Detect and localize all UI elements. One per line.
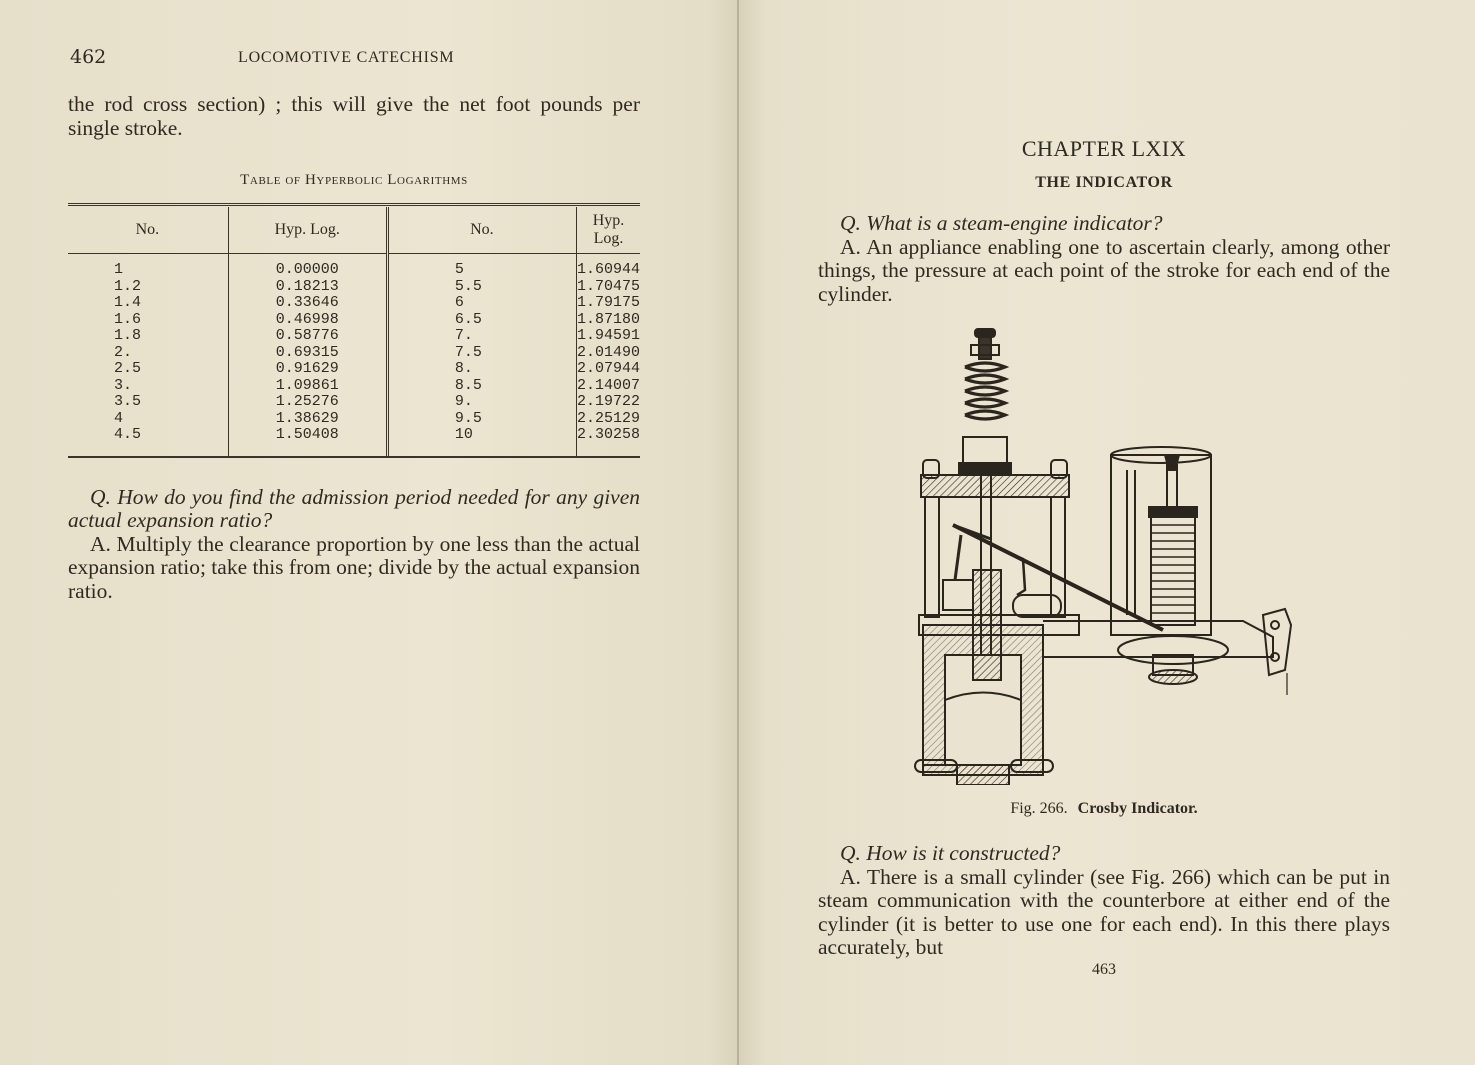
page-number: 463 [1092,961,1116,978]
cell-hyp-log: 0.00000 [228,254,387,279]
cell-number: 9.5 [387,411,576,428]
right-page [738,0,1475,1065]
running-title: LOCOMOTIVE CATECHISM [238,49,455,66]
answer-text: A. There is a small cylinder (see Fig. 266) which can be put in steam communication with the counterbore at either end of the cylinder (it is better to use one for each end). In this there plays accurately, but [818,864,1390,959]
cell-hyp-log: 2.14007 [576,376,640,394]
answer-text: A. An appliance enabling one to ascertain clearly, among other things, the pressure at each point of the stroke for each end of the cylinder. [818,234,1390,306]
chapter-number: CHAPTER LXIX [1021,136,1187,161]
table-row [68,254,640,279]
figure-caption [818,800,1390,818]
cell-hyp-log: 1.60944 [576,261,640,278]
cell-number: 8.5 [387,378,576,395]
table-row [68,295,640,312]
cell-number: 4 [68,411,228,428]
header-no-1: No. [68,207,228,254]
header-hyplog-2: Hyp. Log. [576,207,640,254]
continuation-paragraph: the rod cross section) ; this will give the net foot pounds per single stroke. [68,92,640,140]
table-row [68,394,640,411]
table-row [68,328,640,345]
cell-number: 9. [387,394,576,411]
cell-hyp-log: 0.91629 [228,361,387,378]
cell-hyp-log: 1.87180 [576,310,640,328]
cell-number: 1.2 [68,279,228,296]
book-spine [737,0,739,1065]
qa-admission-period [68,486,640,604]
table-row [68,279,640,296]
cell-number: 7. [387,328,576,345]
left-page-body [68,93,640,603]
cell-hyp-log: 2.07944 [576,360,640,377]
cell-hyp-log: 0.18213 [228,279,387,296]
cell-number: 1.6 [68,312,228,329]
crosby-indicator-illustration [913,325,1293,785]
figure-label: Fig. 266. [1010,800,1068,817]
qa-what-is-indicator [818,212,1390,306]
table-row [68,427,640,456]
cell-hyp-log: 1.50408 [228,427,387,456]
qa-how-constructed [818,842,1390,960]
cell-hyp-log: 1.70475 [576,277,640,295]
cell-hyp-log: 2.01490 [576,343,640,361]
cell-number: 1.8 [68,328,228,345]
cell-number: 5 [387,254,576,279]
cell-hyp-log: 1.79175 [576,294,640,311]
running-header [70,46,640,70]
hyperbolic-log-table [68,203,640,458]
cell-hyp-log: 2.25129 [576,409,640,427]
question-text: Q. What is a steam-engine indicator? [840,211,1163,235]
cell-hyp-log: 1.25276 [228,394,387,411]
header-no-2: No. [387,207,576,254]
cell-number: 2. [68,345,228,362]
cell-number: 1 [68,254,228,279]
table-row [68,411,640,428]
table-row [68,378,640,395]
cell-hyp-log: 2.30258 [576,426,640,443]
cell-number: 5.5 [387,279,576,296]
cell-hyp-log: 1.09861 [228,378,387,395]
header-hyplog-1: Hyp. Log. [228,207,387,254]
table-row [68,312,640,329]
cell-number: 8. [387,361,576,378]
cell-number: 3. [68,378,228,395]
question-text: Q. How do you find the admission period needed for any given actual expansion ratio? [68,484,640,532]
crosby-indicator-icon [913,325,1293,785]
cell-number: 7.5 [387,345,576,362]
cell-number: 6 [387,295,576,312]
question-text: Q. How is it constructed? [840,841,1061,865]
cell-number: 1.4 [68,295,228,312]
cell-hyp-log: 0.69315 [228,345,387,362]
cell-number: 2.5 [68,361,228,378]
table-header-row [68,207,640,254]
figure-name: Crosby Indicator. [1077,800,1198,817]
page-number: 462 [70,46,107,68]
cell-number: 10 [387,427,576,456]
cell-hyp-log: 2.19722 [576,393,640,410]
table-caption: Table of Hyperbolic Logarithms [240,172,468,188]
chapter-title: THE INDICATOR [1035,174,1173,191]
cell-hyp-log: 1.38629 [228,411,387,428]
cell-hyp-log: 0.58776 [228,328,387,345]
cell-number: 3.5 [68,394,228,411]
cell-hyp-log: 0.33646 [228,295,387,312]
cell-number: 6.5 [387,312,576,329]
cell-number: 4.5 [68,427,228,456]
cell-hyp-log: 1.94591 [576,327,640,344]
answer-text: A. Multiply the clearance proportion by one less than the actual expansion ratio; take this from one; divide by the actual expansion ratio. [68,531,640,603]
cell-hyp-log: 0.46998 [228,312,387,329]
table-row [68,345,640,362]
table-row [68,361,640,378]
